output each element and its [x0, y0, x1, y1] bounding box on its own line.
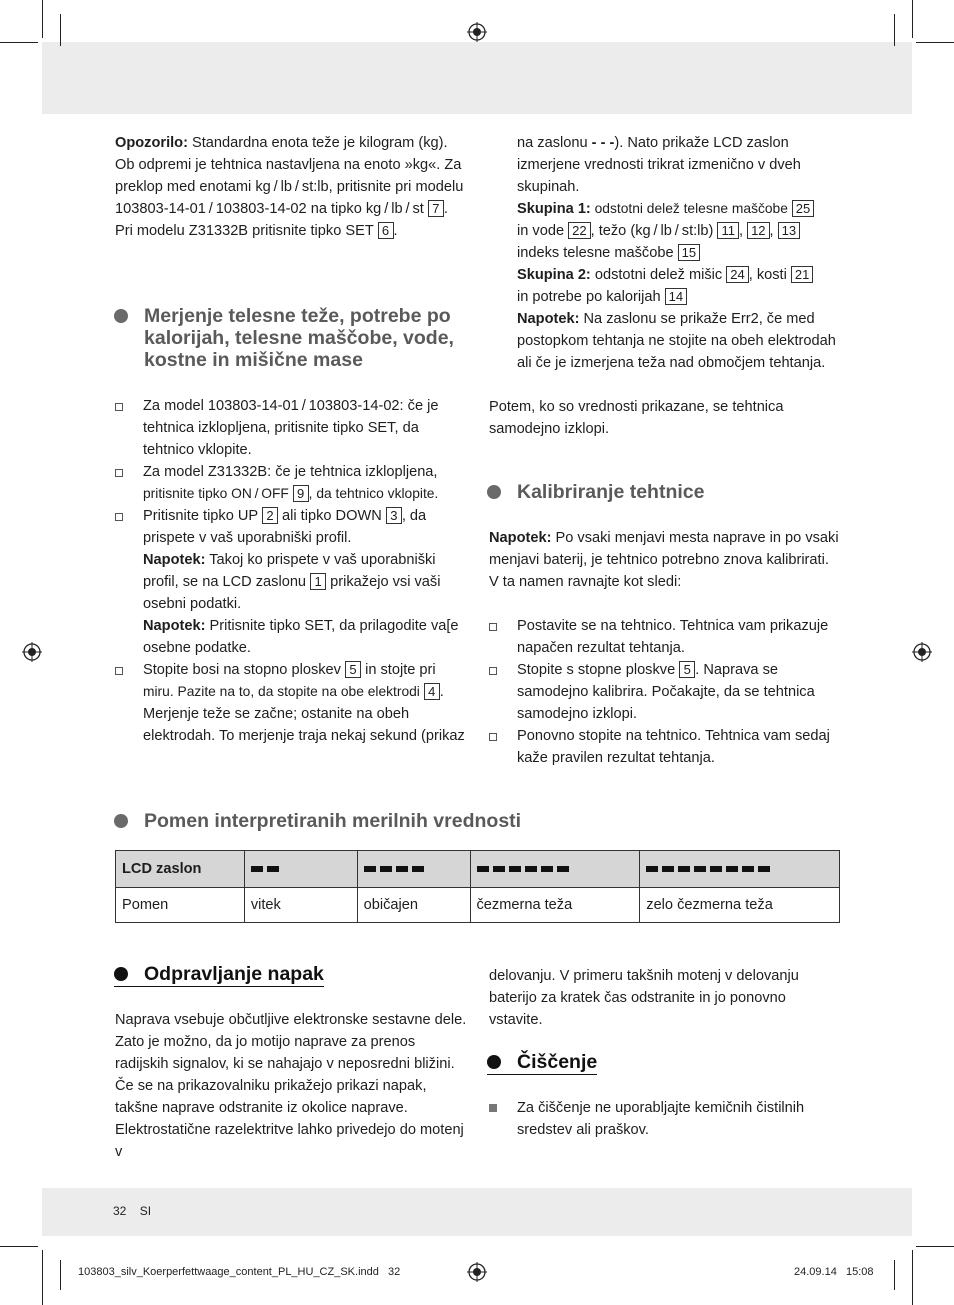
list-item: Za model Z31332B: če je tehtnica izklopljena, pritisnite tipko ON / OFF 9 , da tehtnico vklopite.: [115, 461, 465, 505]
auto-off-note: Potem, ko so vrednosti prikazane, se tehtnica samodejno izklopi.: [489, 399, 784, 437]
crop-mark: [916, 42, 954, 43]
key-ref: 14: [665, 288, 687, 305]
section-heading-measurement: Merjenje telesne teže, potrebe po kalorijah, telesne maščobe, vode, kostne in mišične mase: [144, 305, 474, 371]
calibration-body: Napotek: Po vsaki menjavi mesta naprave in po vsaki menjavi baterij, je tehtnico potrebno znova kalibrirati. V ta namen ravnajte kot sledi: Postavite se na tehtnico. Tehtnica vam prikazuje napačen rezultat tehtanja. Stopite s stopne ploskve 5 . Naprava se samodejno kalibrira. Počakajte, da se tehtnica samodejno izklopi. Ponovno stopite na tehtnico. Tehtnica vam sedaj kaže pravilen rezultat tehtanja.: [489, 527, 839, 769]
lcd-segment-icon: [646, 866, 658, 872]
lcd-segment-icon: [380, 866, 392, 872]
checkbox-bullet-icon: [115, 513, 123, 521]
key-ref: 13: [778, 222, 800, 239]
crop-mark: [60, 1260, 61, 1290]
key-ref: 24: [726, 266, 748, 283]
key-ref: 2: [262, 507, 278, 524]
results-continued: na zaslonu - - -). Nato prikaže LCD zaslon izmerjene vrednosti trikrat izmenično v dveh skupinah. Skupina 1: odstotni delež telesne maščobe 25 in vode 22 , težo (kg / lb / st:lb) 11 , 12 , 13 indeks telesne maščobe 15 Skupina 2: odstotni delež mišic 24 , kosti 21 in potrebe po kalorijah 14 Napotek: Na zaslonu se prikaže Err2, če med postopkom tehtanja ne stojite na obeh elektrodah ali če je izmerjena teža nad območjem tehtanja. Potem, ko so vrednosti prikazane, se tehtnica samodejno izklopi.: [489, 132, 839, 440]
crop-mark: [916, 1246, 954, 1247]
troubleshooting-text: Naprava vsebuje občutljive elektronske sestavne dele. Zato je možno, da jo motijo naprave za prenos radijskih signalov, ki se nahajajo v neposredni bližini. Če se na prikazovalniku prikažejo prikazi napak, takšne naprave odstranite iz okolice naprave. Elektrostatične razelektritve lahko privedejo do motenj v: [115, 1012, 467, 1160]
lcd-meaning-table: [115, 850, 840, 923]
lcd-segment-icon: [509, 866, 521, 872]
lcd-segment-icon: [267, 866, 279, 872]
crop-mark: [912, 1250, 913, 1305]
checkbox-bullet-icon: [115, 403, 123, 411]
lcd-segment-icon: [412, 866, 424, 872]
list-item: Ponovno stopite na tehtnico. Tehtnica vam sedaj kaže pravilen rezultat tehtanja.: [489, 725, 839, 769]
section-heading-calibration: Kalibriranje tehtnice: [517, 481, 837, 503]
lcd-segment-icon: [694, 866, 706, 872]
registration-mark-icon: [467, 1262, 487, 1282]
section-heading-troubleshooting: Odpravljanje napak: [144, 963, 464, 985]
section-heading-cleaning: Čiščenje: [517, 1051, 717, 1073]
list-item: Postavite se na tehtnico. Tehtnica vam prikazuje napačen rezultat tehtanja.: [489, 615, 839, 659]
key-ref: 5: [345, 661, 361, 678]
key-ref: 21: [791, 266, 813, 283]
bullet-dot-icon: [114, 309, 128, 323]
measurement-steps: [115, 395, 465, 747]
key-ref: 9: [293, 485, 309, 502]
lcd-segment-icon: [525, 866, 537, 872]
print-file-info: 103803_silv_Koerperfettwaage_content_PL_HU_CZ_SK.indd 32: [78, 1266, 401, 1278]
lcd-segment-icon: [396, 866, 408, 872]
checkbox-bullet-icon: [489, 667, 497, 675]
lcd-segments-cell: [470, 851, 640, 888]
bullet-dot-icon: [487, 1055, 501, 1069]
lcd-segment-icon: [662, 866, 674, 872]
registration-mark-icon: [467, 22, 487, 42]
key-ref: 5: [679, 661, 695, 678]
crop-mark: [0, 1246, 38, 1247]
print-date: 24.09.14 15:08: [794, 1266, 874, 1278]
table-row: [116, 851, 840, 888]
lcd-segment-icon: [493, 866, 505, 872]
lcd-segments-cell: [244, 851, 357, 888]
key-ref: 11: [717, 222, 739, 239]
lcd-segment-icon: [541, 866, 553, 872]
crop-mark: [0, 42, 38, 43]
warning-label: Opozorilo:: [115, 135, 188, 151]
lcd-segment-icon: [251, 866, 263, 872]
key-ref: 6: [378, 222, 394, 239]
bullet-dot-icon: [487, 485, 501, 499]
registration-mark-icon: [912, 642, 932, 662]
key-ref: 7: [428, 200, 444, 217]
bullet-dot-icon: [114, 967, 128, 981]
table-cell: čezmerna teža: [470, 888, 640, 923]
key-ref: 25: [792, 200, 814, 217]
footer-band: [42, 1188, 912, 1236]
lcd-segment-icon: [726, 866, 738, 872]
key-ref: 1: [310, 573, 326, 590]
registration-mark-icon: [22, 642, 42, 662]
checkbox-bullet-icon: [115, 469, 123, 477]
lcd-segments-cell: [640, 851, 840, 888]
list-item: Stopite s stopne ploskve 5 . Naprava se samodejno kalibrira. Počakajte, da se tehtnica samodejno izklopi.: [489, 659, 839, 725]
lcd-segment-icon: [758, 866, 770, 872]
warning-paragraph: Opozorilo: Standardna enota teže je kilogram (kg). Ob odpremi je tehtnica nastavljena na enoto »kg«. Za preklop med enotami kg / lb / st:lb, pritisnite pri modelu 103803-14-01 / 103803-14-02 na tipko kg / lb / st 7 . Pri modelu Z31332B pritisnite tipko SET 6 .: [115, 135, 464, 239]
crop-mark: [894, 1260, 895, 1290]
crop-mark: [42, 1250, 43, 1305]
lcd-segment-icon: [710, 866, 722, 872]
table-row: [116, 888, 840, 923]
lcd-segment-icon: [678, 866, 690, 872]
header-band: [42, 42, 912, 114]
key-ref: 15: [678, 244, 700, 261]
crop-mark: [42, 0, 43, 38]
lcd-segment-icon: [477, 866, 489, 872]
lcd-segments-cell: [357, 851, 470, 888]
checkbox-bullet-icon: [489, 733, 497, 741]
crop-mark: [60, 14, 61, 46]
table-cell: vitek: [244, 888, 357, 923]
table-cell: Pomen: [116, 888, 245, 923]
bullet-dot-icon: [114, 814, 128, 828]
table-cell: običajen: [357, 888, 470, 923]
list-item: Pritisnite tipko UP 2 ali tipko DOWN 3 , da prispete v vaš uporabniški profil. Napotek: Takoj ko prispete v vaš uporabniški profil, se na LCD zaslonu 1 prikažejo vsi vaši osebni podatki. Napotek: Pritisnite tipko SET, da prilagodite va[e osebne podatke.: [115, 505, 465, 659]
table-cell: zelo čezmerna teža: [640, 888, 840, 923]
checkbox-bullet-icon: [115, 667, 123, 675]
checkbox-bullet-icon: [489, 623, 497, 631]
square-bullet-icon: [489, 1104, 497, 1112]
lcd-segment-icon: [364, 866, 376, 872]
list-item: Za model 103803-14-01 / 103803-14-02: če je tehtnica izklopljena, pritisnite tipko SET, da tehtnico vklopite.: [115, 395, 465, 461]
table-header-cell: LCD zaslon: [116, 851, 245, 888]
key-ref: 22: [568, 222, 590, 239]
list-item: Za čiščenje ne uporabljajte kemičnih čistilnih sredstev ali praškov.: [489, 1097, 839, 1141]
section-heading-meaning: Pomen interpretiranih merilnih vrednosti: [144, 810, 744, 832]
crop-mark: [912, 0, 913, 38]
list-item: Stopite bosi na stopno ploskev 5 in stojte pri miru. Pazite na to, da stopite na obe elektrodi 4 . Merjenje teže se začne; ostanite na obeh elektrodah. To merjenje traja nekaj sekund (prikaz: [115, 659, 465, 747]
key-ref: 12: [747, 222, 769, 239]
cleaning-list: [489, 1097, 839, 1141]
lcd-segment-icon: [742, 866, 754, 872]
troubleshooting-continued: delovanju. V primeru takšnih motenj v delovanju baterijo za kratek čas odstranite in jo ponovno vstavite.: [489, 968, 799, 1028]
lcd-segment-icon: [557, 866, 569, 872]
crop-mark: [894, 14, 895, 46]
key-ref: 4: [424, 683, 440, 700]
key-ref: 3: [386, 507, 402, 524]
page-number: 32 SI: [113, 1204, 152, 1218]
